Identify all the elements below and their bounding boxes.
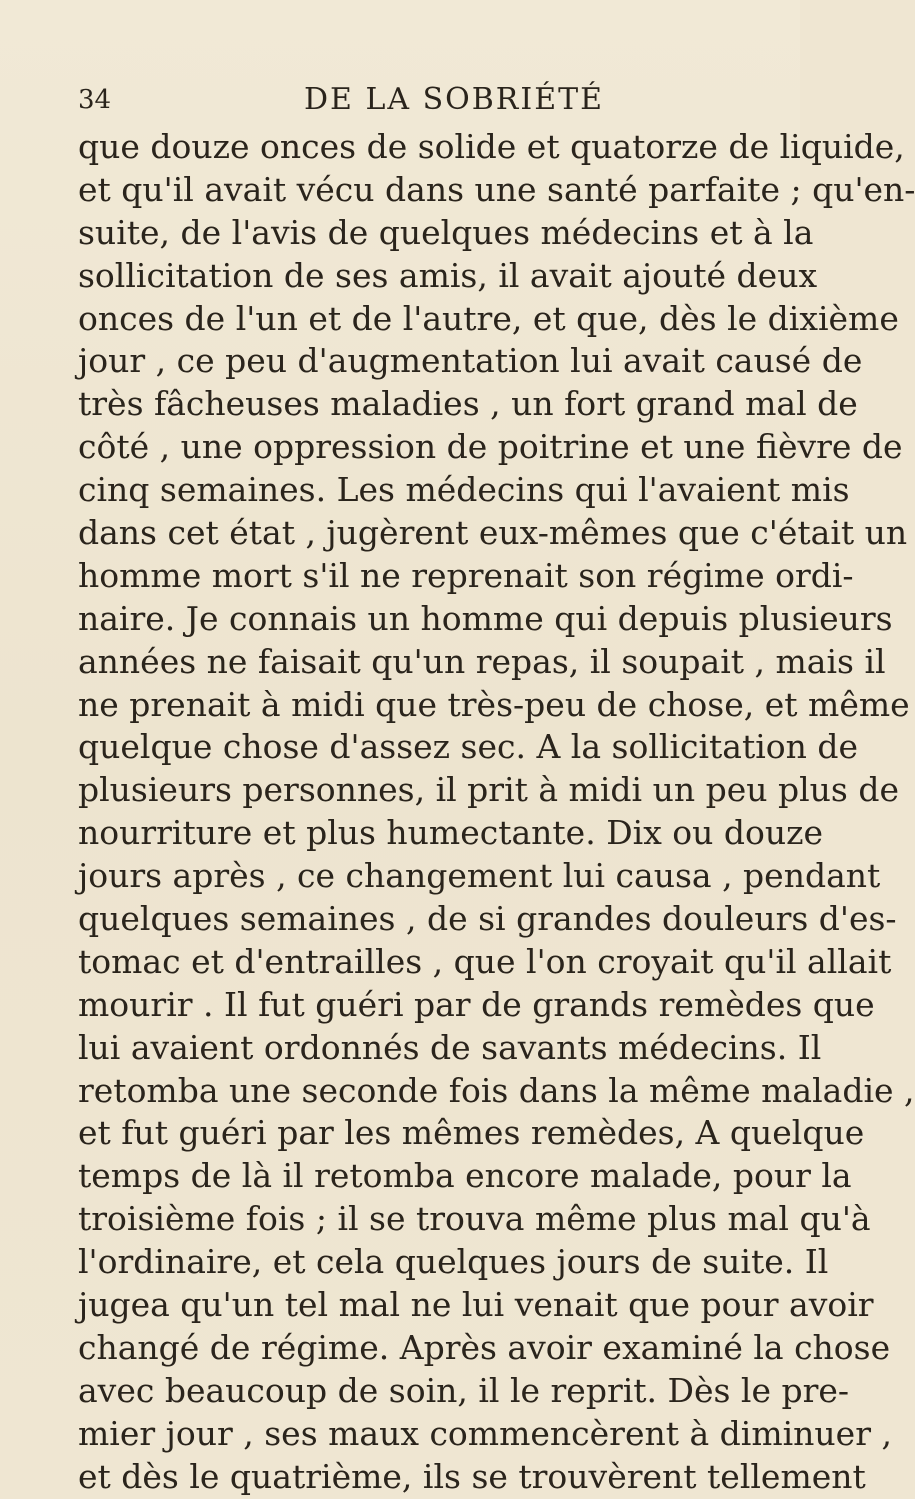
text-line: troisième fois ; il se trouva même plus mal qu'à	[78, 1199, 871, 1239]
text-line: très fâcheuses maladies , un fort grand mal de	[78, 384, 858, 424]
running-head	[78, 80, 760, 120]
text-line: retomba une seconde fois dans la même maladie ,	[78, 1070, 915, 1110]
text-line: tomac et d'entrailles , que l'on croyait qu'il allait	[78, 941, 892, 981]
text-line: mier jour , ses maux commencèrent à diminuer ,	[78, 1413, 892, 1453]
text-line: naire. Je connais un homme qui depuis plusieurs	[78, 598, 893, 638]
text-line: sollicitation de ses amis, il avait ajouté deux	[78, 255, 818, 295]
text-line: avec beaucoup de soin, il le reprit. Dès le pre-	[78, 1370, 850, 1410]
text-line: et dès le quatrième, ils se trouvèrent tellement	[78, 1456, 866, 1496]
text-line: suite, de l'avis de quelques médecins et à la	[78, 212, 814, 252]
text-line: ne prenait à midi que très-peu de chose, et même	[78, 684, 910, 724]
text-line: nourriture et plus humectante. Dix ou douze	[78, 813, 824, 853]
text-line: quelque chose d'assez sec. A la sollicitation de	[78, 727, 859, 767]
text-line: l'ordinaire, et cela quelques jours de suite. Il	[78, 1242, 829, 1282]
running-title: DE LA SOBRIÉTÉ	[304, 82, 605, 117]
text-line: mourir . Il fut guéri par de grands remèdes que	[78, 984, 875, 1024]
text-line: homme mort s'il ne reprenait son régime ordi-	[78, 555, 854, 595]
page-number: 34	[78, 85, 112, 115]
text-line: dans cet état , jugèrent eux-mêmes que c'était un	[78, 513, 908, 553]
text-line: plusieurs personnes, il prit à midi un peu plus de	[78, 770, 899, 810]
text-line: côté , une oppression de poitrine et une fièvre de	[78, 427, 903, 467]
text-line: jours après , ce changement lui causa , pendant	[78, 856, 881, 896]
text-line: jugea qu'un tel mal ne lui venait que pour avoir	[78, 1285, 874, 1325]
text-line: cinq semaines. Les médecins qui l'avaient mis	[78, 470, 850, 510]
text-line: onces de l'un et de l'autre, et que, dès le dixième	[78, 298, 899, 338]
body-text	[78, 126, 915, 1499]
text-line: années ne faisait qu'un repas, il soupait , mais il	[78, 641, 886, 681]
text-line: et fut guéri par les mêmes remèdes, A quelque	[78, 1113, 865, 1153]
text-line: jour , ce peu d'augmentation lui avait causé de	[78, 341, 863, 381]
text-line: que douze onces de solide et quatorze de liquide,	[78, 127, 905, 166]
text-line: changé de régime. Après avoir examiné la chose	[78, 1327, 891, 1367]
text-line: lui avaient ordonnés de savants médecins. Il	[78, 1027, 822, 1067]
text-line: et qu'il avait vécu dans une santé parfaite ; qu'en-	[78, 169, 915, 209]
text-line: quelques semaines , de si grandes douleurs d'es-	[78, 899, 897, 939]
text-line: temps de là il retomba encore malade, pour la	[78, 1156, 852, 1196]
